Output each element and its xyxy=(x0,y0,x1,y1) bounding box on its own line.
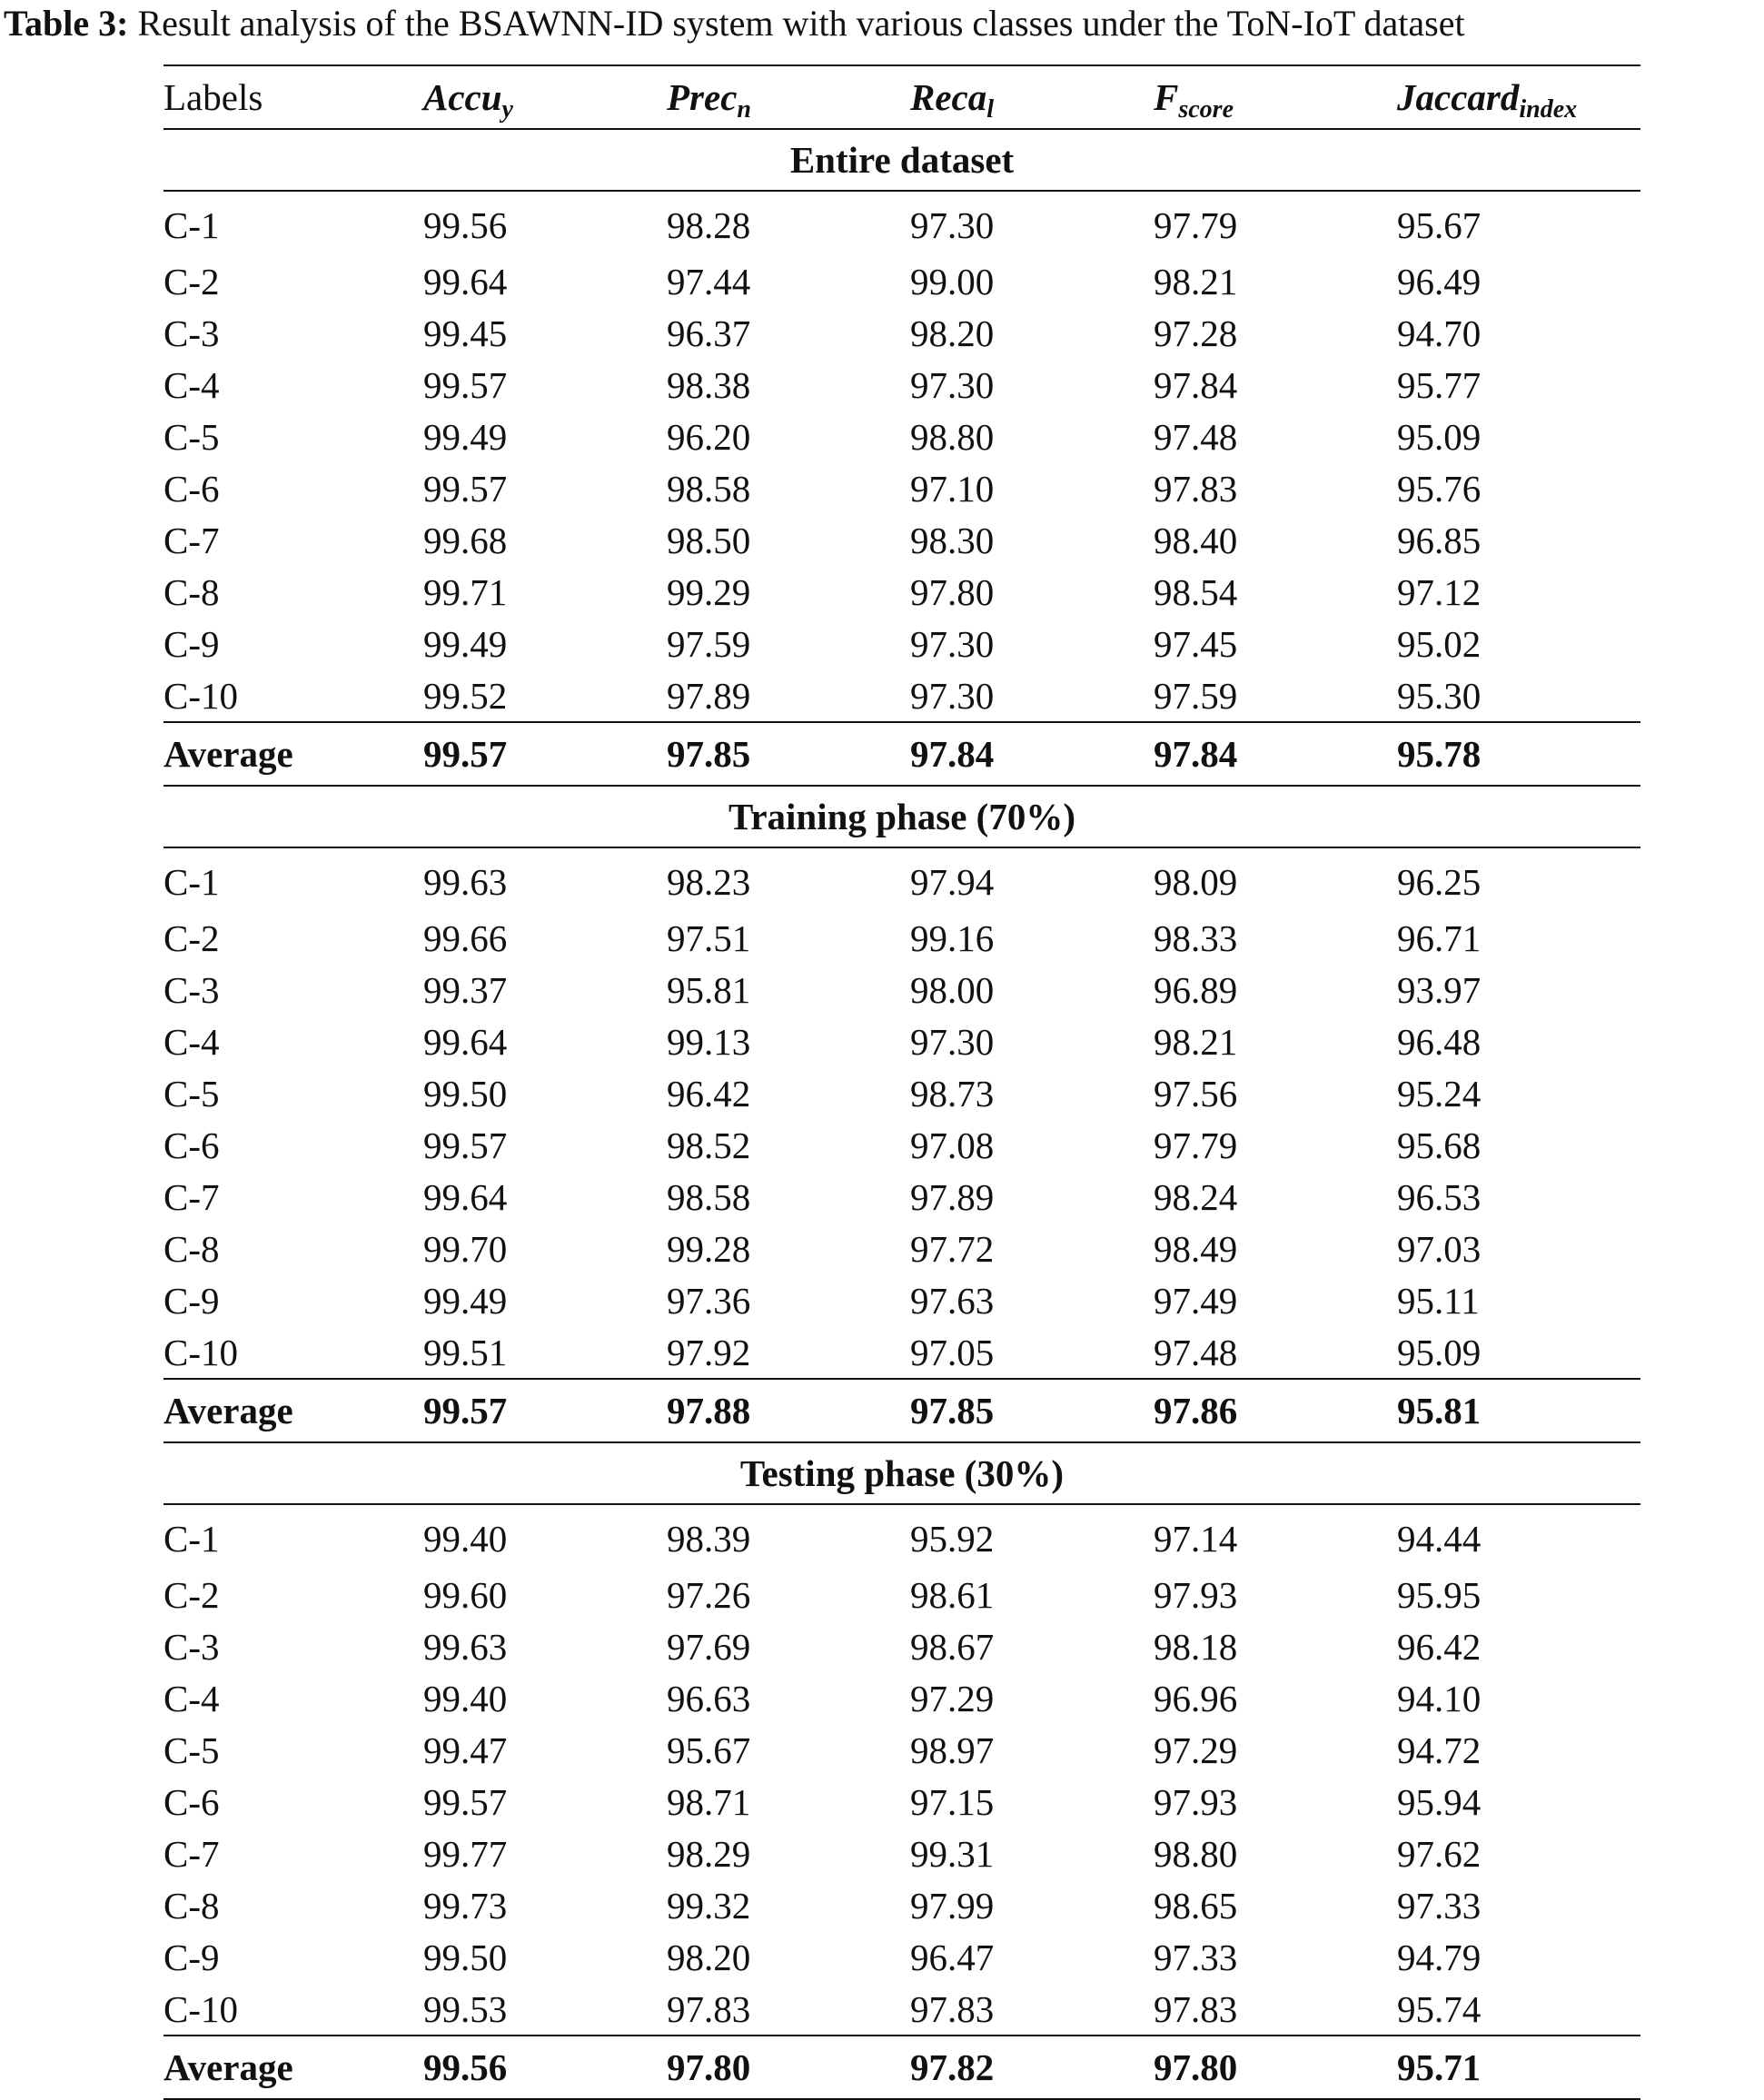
average-value-cell: 97.84 xyxy=(910,722,1154,786)
column-header xyxy=(1154,65,1397,129)
average-row xyxy=(164,1379,1640,1442)
metric-value-cell: 99.53 xyxy=(423,1987,508,2030)
class-label-cell: C-1 xyxy=(164,204,220,246)
metric-value-cell: 99.49 xyxy=(423,1279,508,1322)
metric-value-cell: 95.11 xyxy=(1397,1279,1480,1322)
metric-value-cell: 97.62 xyxy=(1397,1832,1482,1875)
table-row xyxy=(164,514,1640,566)
metric-value-cell: 97.93 xyxy=(1154,1780,1238,1823)
average-value-cell: 97.88 xyxy=(667,1379,910,1442)
table-row xyxy=(164,1223,1640,1274)
metric-value-cell: 97.56 xyxy=(1154,1072,1238,1114)
metric-value-cell: 97.33 xyxy=(1154,1936,1238,1978)
metric-value-cell: 97.63 xyxy=(910,1279,995,1322)
metric-value-cell: 99.66 xyxy=(423,916,508,959)
table-row xyxy=(164,1569,1640,1620)
metric-value-cell: 96.53 xyxy=(1397,1175,1482,1218)
metric-value-cell: 97.72 xyxy=(910,1227,995,1270)
metric-value-cell: 95.68 xyxy=(1397,1124,1482,1166)
column-header-base: F xyxy=(1154,76,1179,118)
metric-value-cell: 97.05 xyxy=(910,1331,995,1373)
metric-value-cell: 99.52 xyxy=(423,674,508,717)
class-label-cell: C-6 xyxy=(164,1780,220,1823)
class-label-cell: C-7 xyxy=(164,519,220,561)
column-header-subscript: score xyxy=(1178,95,1234,124)
metric-value-cell: 94.79 xyxy=(1397,1936,1482,1978)
section-title: Testing phase (30%) xyxy=(164,1442,1640,1504)
metric-value-cell: 97.83 xyxy=(1154,1987,1238,2030)
metric-value-cell: 97.03 xyxy=(1397,1227,1482,1270)
metric-value-cell: 97.29 xyxy=(1154,1729,1238,1771)
metric-value-cell: 99.16 xyxy=(910,916,995,959)
metric-value-cell: 97.83 xyxy=(910,1987,995,2030)
metric-value-cell: 96.71 xyxy=(1397,916,1482,959)
column-header-base: Accu xyxy=(423,76,502,118)
metric-value-cell: 98.67 xyxy=(910,1625,995,1668)
metric-value-cell: 96.96 xyxy=(1154,1677,1238,1719)
metric-value-cell: 97.36 xyxy=(667,1279,751,1322)
metric-value-cell: 97.48 xyxy=(1154,415,1238,458)
table-row xyxy=(164,359,1640,411)
average-row xyxy=(164,2036,1640,2099)
metric-value-cell: 99.63 xyxy=(423,861,508,903)
average-label-cell: Average xyxy=(164,722,423,786)
table-row xyxy=(164,618,1640,669)
metric-value-cell: 99.40 xyxy=(423,1677,508,1719)
average-row xyxy=(164,722,1640,786)
metric-value-cell: 99.45 xyxy=(423,312,508,354)
section-header-row xyxy=(164,129,1640,191)
average-label-cell: Average xyxy=(164,1379,423,1442)
class-label-cell: C-7 xyxy=(164,1832,220,1875)
metric-value-cell: 95.74 xyxy=(1397,1987,1482,2030)
table-row xyxy=(164,1879,1640,1931)
metric-value-cell: 98.21 xyxy=(1154,260,1238,302)
table-row xyxy=(164,1171,1640,1223)
metric-value-cell: 97.28 xyxy=(1154,312,1238,354)
table-row xyxy=(164,964,1640,1015)
metric-value-cell: 99.57 xyxy=(423,363,508,406)
table-row xyxy=(164,1931,1640,1983)
column-header-base: Reca xyxy=(910,76,987,118)
column-header-base: Prec xyxy=(667,76,738,118)
metric-value-cell: 99.60 xyxy=(423,1573,508,1616)
metric-value-cell: 97.45 xyxy=(1154,622,1238,665)
class-label-cell: C-1 xyxy=(164,1518,220,1560)
metric-value-cell: 99.28 xyxy=(667,1227,751,1270)
metric-value-cell: 98.38 xyxy=(667,363,751,406)
column-header-subscript: n xyxy=(737,95,751,124)
average-label-cell: Average xyxy=(164,2036,423,2099)
metric-value-cell: 99.77 xyxy=(423,1832,508,1875)
metric-value-cell: 95.02 xyxy=(1397,622,1482,665)
metric-value-cell: 97.30 xyxy=(910,363,995,406)
table-row xyxy=(164,1983,1640,2036)
results-table-body xyxy=(164,65,1640,2099)
metric-value-cell: 94.70 xyxy=(1397,312,1482,354)
metric-value-cell: 95.67 xyxy=(667,1729,751,1771)
metric-value-cell: 97.69 xyxy=(667,1625,751,1668)
class-label-cell: C-2 xyxy=(164,916,220,959)
metric-value-cell: 95.76 xyxy=(1397,467,1482,510)
metric-value-cell: 94.10 xyxy=(1397,1677,1482,1719)
metric-value-cell: 95.09 xyxy=(1397,1331,1482,1373)
section-title: Entire dataset xyxy=(164,129,1640,191)
average-value-cell: 97.84 xyxy=(1154,722,1397,786)
metric-value-cell: 99.57 xyxy=(423,467,508,510)
metric-value-cell: 99.73 xyxy=(423,1884,508,1927)
table-row xyxy=(164,847,1640,912)
metric-value-cell: 98.61 xyxy=(910,1573,995,1616)
metric-value-cell: 95.94 xyxy=(1397,1780,1482,1823)
average-value-cell: 97.80 xyxy=(1154,2036,1397,2099)
average-value-cell: 97.82 xyxy=(910,2036,1154,2099)
class-label-cell: C-10 xyxy=(164,1987,238,2030)
metric-value-cell: 99.49 xyxy=(423,622,508,665)
table-row xyxy=(164,462,1640,514)
metric-value-cell: 98.52 xyxy=(667,1124,751,1166)
metric-value-cell: 99.64 xyxy=(423,1020,508,1063)
metric-value-cell: 97.33 xyxy=(1397,1884,1482,1927)
metric-value-cell: 99.51 xyxy=(423,1331,508,1373)
metric-value-cell: 97.59 xyxy=(667,622,751,665)
table-row xyxy=(164,1119,1640,1171)
metric-value-cell: 97.44 xyxy=(667,260,751,302)
metric-value-cell: 97.48 xyxy=(1154,1331,1238,1373)
class-label-cell: C-5 xyxy=(164,1729,220,1771)
metric-value-cell: 97.30 xyxy=(910,622,995,665)
class-label-cell: C-2 xyxy=(164,1573,220,1616)
metric-value-cell: 97.08 xyxy=(910,1124,995,1166)
metric-value-cell: 99.70 xyxy=(423,1227,508,1270)
metric-value-cell: 99.13 xyxy=(667,1020,751,1063)
column-header-subscript: index xyxy=(1519,95,1578,124)
table-row xyxy=(164,1620,1640,1672)
average-value-cell: 97.85 xyxy=(667,722,910,786)
metric-value-cell: 99.57 xyxy=(423,1124,508,1166)
average-value-cell: 97.85 xyxy=(910,1379,1154,1442)
metric-value-cell: 96.85 xyxy=(1397,519,1482,561)
metric-value-cell: 97.29 xyxy=(910,1677,995,1719)
average-value-cell: 95.78 xyxy=(1397,722,1640,786)
metric-value-cell: 97.12 xyxy=(1397,570,1482,613)
metric-value-cell: 97.14 xyxy=(1154,1518,1238,1560)
class-label-cell: C-9 xyxy=(164,622,220,665)
metric-value-cell: 97.83 xyxy=(667,1987,751,2030)
table-row xyxy=(164,566,1640,618)
section-header-row xyxy=(164,786,1640,847)
class-label-cell: C-8 xyxy=(164,1227,220,1270)
average-value-cell: 95.71 xyxy=(1397,2036,1640,2099)
class-label-cell: C-4 xyxy=(164,1020,220,1063)
section-header-row xyxy=(164,1442,1640,1504)
metric-value-cell: 99.68 xyxy=(423,519,508,561)
table-row xyxy=(164,255,1640,307)
metric-value-cell: 96.25 xyxy=(1397,861,1482,903)
metric-value-cell: 98.29 xyxy=(667,1832,751,1875)
column-header-base: Jaccard xyxy=(1397,76,1520,118)
table-row xyxy=(164,191,1640,255)
metric-value-cell: 98.18 xyxy=(1154,1625,1238,1668)
metric-value-cell: 99.50 xyxy=(423,1072,508,1114)
class-label-cell: C-10 xyxy=(164,1331,238,1373)
metric-value-cell: 96.49 xyxy=(1397,260,1482,302)
metric-value-cell: 99.50 xyxy=(423,1936,508,1978)
metric-value-cell: 97.83 xyxy=(1154,467,1238,510)
metric-value-cell: 97.10 xyxy=(910,467,995,510)
metric-value-cell: 98.58 xyxy=(667,467,751,510)
metric-value-cell: 98.33 xyxy=(1154,916,1238,959)
metric-value-cell: 99.64 xyxy=(423,260,508,302)
metric-value-cell: 95.81 xyxy=(667,968,751,1011)
average-value-cell: 97.86 xyxy=(1154,1379,1397,1442)
metric-value-cell: 98.09 xyxy=(1154,861,1238,903)
metric-value-cell: 99.32 xyxy=(667,1884,751,1927)
metric-value-cell: 96.48 xyxy=(1397,1020,1482,1063)
class-label-cell: C-4 xyxy=(164,363,220,406)
table-row xyxy=(164,1326,1640,1379)
metric-value-cell: 99.31 xyxy=(910,1832,995,1875)
metric-value-cell: 97.89 xyxy=(667,674,751,717)
metric-value-cell: 99.00 xyxy=(910,260,995,302)
metric-value-cell: 94.44 xyxy=(1397,1518,1482,1560)
class-label-cell: C-5 xyxy=(164,1072,220,1114)
column-header xyxy=(1397,65,1640,129)
class-label-cell: C-6 xyxy=(164,467,220,510)
class-label-cell: C-8 xyxy=(164,570,220,613)
table-caption-text: Result analysis of the BSAWNN-ID system with various classes under the ToN-IoT dataset xyxy=(137,3,1465,44)
class-label-cell: C-1 xyxy=(164,861,220,903)
metric-value-cell: 99.40 xyxy=(423,1518,508,1560)
metric-value-cell: 95.77 xyxy=(1397,363,1482,406)
metric-value-cell: 95.09 xyxy=(1397,415,1482,458)
metric-value-cell: 99.56 xyxy=(423,204,508,246)
metric-value-cell: 97.30 xyxy=(910,204,995,246)
results-table xyxy=(164,64,1640,2100)
metric-value-cell: 99.64 xyxy=(423,1175,508,1218)
metric-value-cell: 98.00 xyxy=(910,968,995,1011)
class-label-cell: C-2 xyxy=(164,260,220,302)
column-header xyxy=(423,65,667,129)
metric-value-cell: 96.63 xyxy=(667,1677,751,1719)
metric-value-cell: 96.42 xyxy=(1397,1625,1482,1668)
class-label-cell: C-3 xyxy=(164,312,220,354)
table-row xyxy=(164,1274,1640,1326)
column-header-subscript: l xyxy=(986,95,995,124)
average-value-cell: 99.57 xyxy=(423,1379,667,1442)
metric-value-cell: 98.50 xyxy=(667,519,751,561)
table-caption-label: Table 3: xyxy=(4,3,129,44)
metric-value-cell: 99.57 xyxy=(423,1780,508,1823)
metric-value-cell: 96.20 xyxy=(667,415,751,458)
metric-value-cell: 97.30 xyxy=(910,1020,995,1063)
metric-value-cell: 97.92 xyxy=(667,1331,751,1373)
table-caption xyxy=(4,0,1764,47)
metric-value-cell: 96.42 xyxy=(667,1072,751,1114)
column-header xyxy=(164,65,423,129)
metric-value-cell: 96.37 xyxy=(667,312,751,354)
metric-value-cell: 98.20 xyxy=(910,312,995,354)
metric-value-cell: 97.99 xyxy=(910,1884,995,1927)
class-label-cell: C-3 xyxy=(164,968,220,1011)
metric-value-cell: 96.89 xyxy=(1154,968,1238,1011)
average-value-cell: 99.57 xyxy=(423,722,667,786)
table-row xyxy=(164,1724,1640,1776)
class-label-cell: C-9 xyxy=(164,1279,220,1322)
metric-value-cell: 99.49 xyxy=(423,415,508,458)
metric-value-cell: 97.89 xyxy=(910,1175,995,1218)
metric-value-cell: 97.30 xyxy=(910,674,995,717)
class-label-cell: C-7 xyxy=(164,1175,220,1218)
metric-value-cell: 98.65 xyxy=(1154,1884,1238,1927)
class-label-cell: C-6 xyxy=(164,1124,220,1166)
table-row xyxy=(164,1015,1640,1067)
metric-value-cell: 97.79 xyxy=(1154,1124,1238,1166)
metric-value-cell: 95.24 xyxy=(1397,1072,1482,1114)
table-row xyxy=(164,1504,1640,1569)
column-header-base: Labels xyxy=(164,76,263,118)
column-header xyxy=(667,65,910,129)
metric-value-cell: 98.39 xyxy=(667,1518,751,1560)
class-label-cell: C-10 xyxy=(164,674,238,717)
table-row xyxy=(164,411,1640,462)
class-label-cell: C-3 xyxy=(164,1625,220,1668)
metric-value-cell: 97.15 xyxy=(910,1780,995,1823)
average-value-cell: 99.56 xyxy=(423,2036,667,2099)
metric-value-cell: 98.23 xyxy=(667,861,751,903)
table-row xyxy=(164,912,1640,964)
section-title: Training phase (70%) xyxy=(164,786,1640,847)
column-header-subscript: y xyxy=(501,95,513,124)
metric-value-cell: 97.94 xyxy=(910,861,995,903)
metric-value-cell: 98.28 xyxy=(667,204,751,246)
metric-value-cell: 97.51 xyxy=(667,916,751,959)
metric-value-cell: 99.47 xyxy=(423,1729,508,1771)
average-value-cell: 95.81 xyxy=(1397,1379,1640,1442)
table-row xyxy=(164,1067,1640,1119)
metric-value-cell: 97.49 xyxy=(1154,1279,1238,1322)
metric-value-cell: 97.93 xyxy=(1154,1573,1238,1616)
class-label-cell: C-4 xyxy=(164,1677,220,1719)
metric-value-cell: 97.80 xyxy=(910,570,995,613)
metric-value-cell: 98.24 xyxy=(1154,1175,1238,1218)
column-header xyxy=(910,65,1154,129)
metric-value-cell: 98.80 xyxy=(1154,1832,1238,1875)
metric-value-cell: 98.97 xyxy=(910,1729,995,1771)
table-row xyxy=(164,1828,1640,1879)
metric-value-cell: 97.59 xyxy=(1154,674,1238,717)
metric-value-cell: 93.97 xyxy=(1397,968,1482,1011)
metric-value-cell: 98.71 xyxy=(667,1780,751,1823)
class-label-cell: C-5 xyxy=(164,415,220,458)
metric-value-cell: 95.67 xyxy=(1397,204,1482,246)
table-row xyxy=(164,1672,1640,1724)
metric-value-cell: 98.58 xyxy=(667,1175,751,1218)
metric-value-cell: 95.30 xyxy=(1397,674,1482,717)
metric-value-cell: 98.40 xyxy=(1154,519,1238,561)
header-row xyxy=(164,65,1640,129)
average-value-cell: 97.80 xyxy=(667,2036,910,2099)
metric-value-cell: 99.71 xyxy=(423,570,508,613)
metric-value-cell: 95.92 xyxy=(910,1518,995,1560)
metric-value-cell: 98.54 xyxy=(1154,570,1238,613)
metric-value-cell: 95.95 xyxy=(1397,1573,1482,1616)
metric-value-cell: 99.63 xyxy=(423,1625,508,1668)
metric-value-cell: 97.26 xyxy=(667,1573,751,1616)
metric-value-cell: 96.47 xyxy=(910,1936,995,1978)
metric-value-cell: 98.30 xyxy=(910,519,995,561)
metric-value-cell: 98.73 xyxy=(910,1072,995,1114)
table-row xyxy=(164,1776,1640,1828)
metric-value-cell: 99.37 xyxy=(423,968,508,1011)
class-label-cell: C-8 xyxy=(164,1884,220,1927)
metric-value-cell: 98.49 xyxy=(1154,1227,1238,1270)
table-row xyxy=(164,307,1640,359)
metric-value-cell: 98.80 xyxy=(910,415,995,458)
metric-value-cell: 97.79 xyxy=(1154,204,1238,246)
table-row xyxy=(164,669,1640,722)
metric-value-cell: 98.21 xyxy=(1154,1020,1238,1063)
metric-value-cell: 98.20 xyxy=(667,1936,751,1978)
metric-value-cell: 97.84 xyxy=(1154,363,1238,406)
metric-value-cell: 94.72 xyxy=(1397,1729,1482,1771)
metric-value-cell: 99.29 xyxy=(667,570,751,613)
class-label-cell: C-9 xyxy=(164,1936,220,1978)
